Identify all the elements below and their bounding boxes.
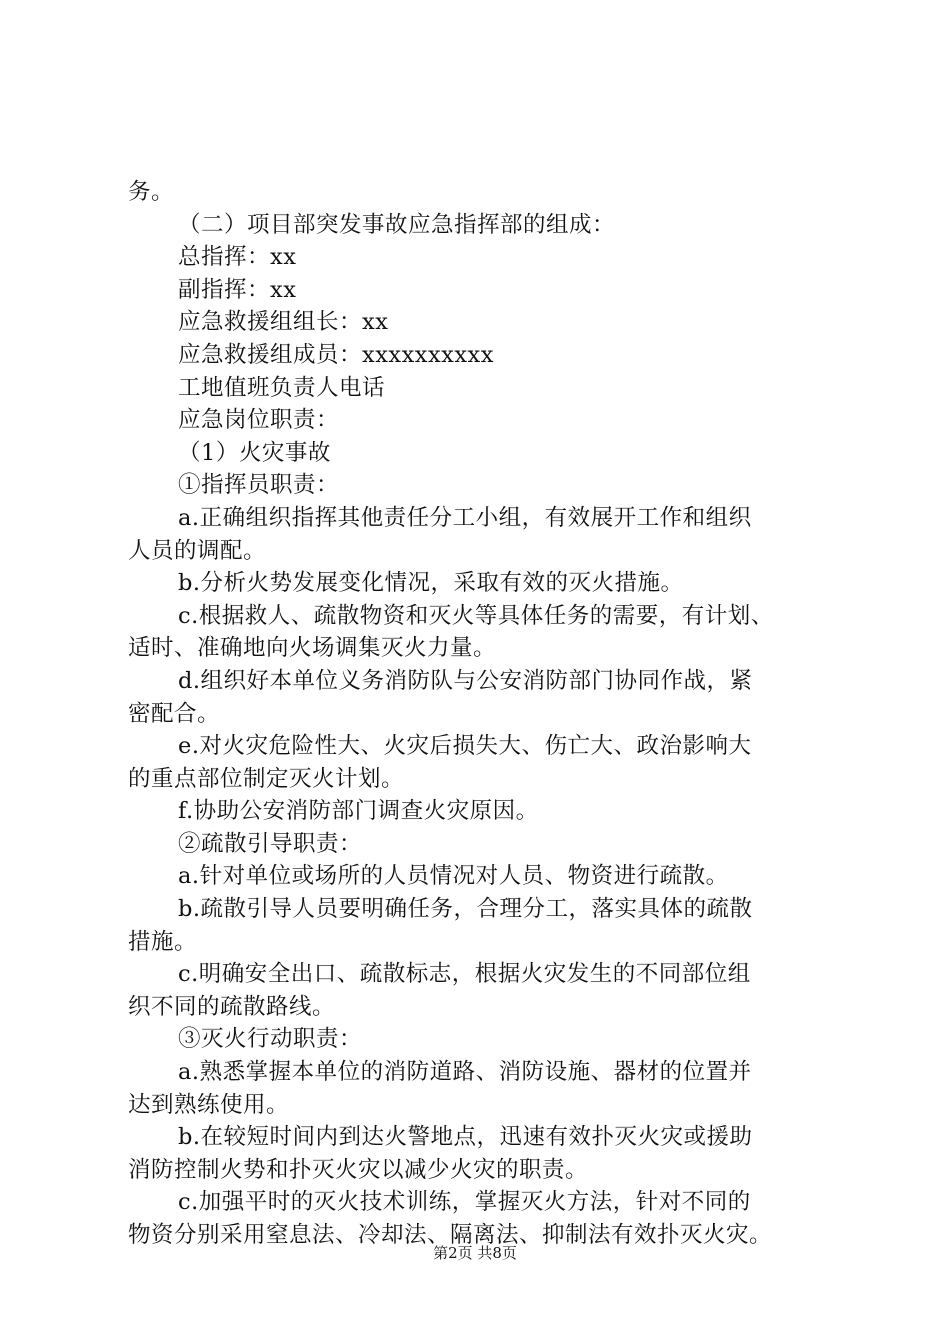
text-line: 应急岗位职责：	[178, 407, 340, 434]
text-line: 织不同的疏散路线。	[128, 993, 336, 1020]
text-line: a.正确组织指挥其他责任分工小组，有效展开工作和组织	[178, 504, 752, 531]
text-line: c.根据救人、疏散物资和灭火等具体任务的需要，有计划、	[178, 602, 774, 629]
text-line: （二）项目部突发事故应急指挥部的组成：	[178, 211, 616, 238]
page-footer: 第2页 共8页	[433, 1244, 517, 1262]
text-line: 人员的调配。	[128, 537, 267, 564]
text-line: 的重点部位制定灭火计划。	[128, 765, 405, 792]
text-line: f.协助公安消防部门调查火灾原因。	[178, 798, 539, 825]
text-line: 应急救援组组长：xx	[178, 309, 389, 336]
text-line: 总指挥：xx	[178, 244, 297, 271]
text-line: 务。	[128, 179, 175, 205]
document-body	[128, 176, 840, 1252]
text-line: 密配合。	[128, 700, 221, 727]
text-line: c.明确安全出口、疏散标志，根据火灾发生的不同部位组	[178, 961, 751, 988]
text-line: 达到熟练使用。	[128, 1091, 290, 1118]
text-line: 工地值班负责人电话	[178, 374, 386, 401]
text-line: b.疏散引导人员要明确任务，合理分工，落实具体的疏散	[178, 896, 753, 923]
text-line: ①指挥员职责：	[178, 472, 340, 499]
text-line: b.在较短时间内到达火警地点，迅速有效扑灭火灾或援助	[178, 1124, 753, 1151]
text-line: e.对火灾危险性大、火灾后损失大、伤亡大、政治影响大	[178, 733, 752, 760]
text-line: a.熟悉掌握本单位的消防道路、消防设施、器材的位置并	[178, 1059, 752, 1086]
text-line: 应急救援组成员：xxxxxxxxxx	[178, 341, 494, 368]
text-line: d.组织好本单位义务消防队与公安消防部门协同作战，紧	[178, 667, 753, 694]
text-line: c.加强平时的灭火技术训练，掌握灭火方法，针对不同的	[178, 1189, 751, 1216]
text-line: 副指挥：xx	[178, 276, 297, 303]
text-line: 措施。	[128, 928, 198, 955]
text-line: （1）火灾事故	[178, 439, 331, 466]
text-line: ③灭火行动职责：	[178, 1026, 363, 1053]
text-line: ②疏散引导职责：	[178, 830, 363, 857]
text-line: b.分析火势发展变化情况，采取有效的灭火措施。	[178, 570, 684, 597]
text-line: a.针对单位或场所的人员情况对人员、物资进行疏散。	[178, 863, 729, 890]
text-line: 物资分别采用窒息法、冷却法、隔离法、抑制法有效扑灭火灾。	[128, 1222, 773, 1248]
text-line: 适时、准确地向火场调集灭火力量。	[128, 635, 497, 662]
text-line: 消防控制火势和扑灭火灾以减少火灾的职责。	[128, 1156, 589, 1183]
